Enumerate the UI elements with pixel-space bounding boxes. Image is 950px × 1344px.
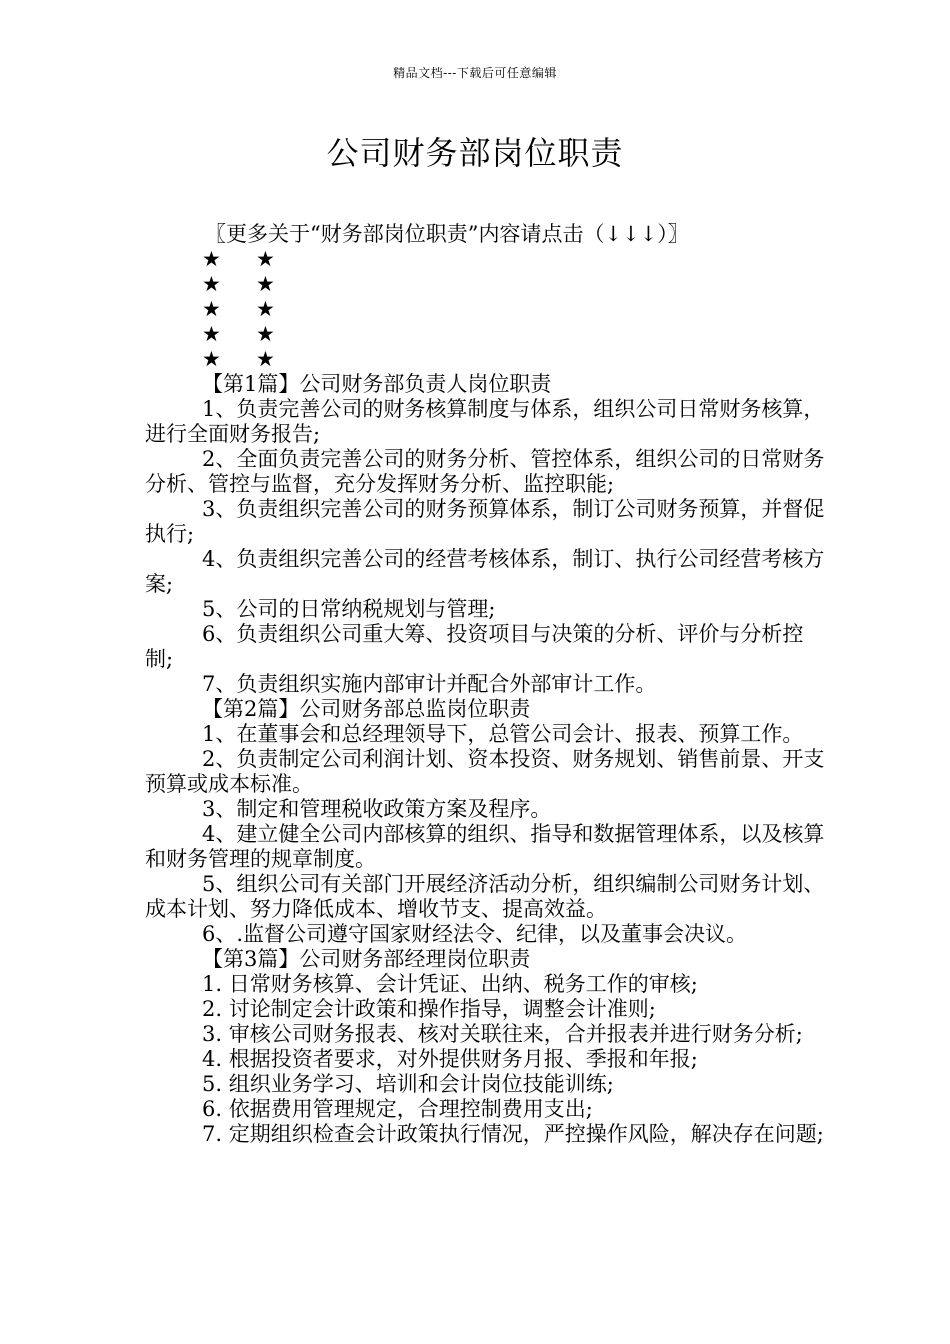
star-icon: ★ [256, 322, 275, 346]
list-item: 4、建立健全公司内部核算的组织、指导和数据管理体系，以及核算和财务管理的规章制度。 [145, 822, 825, 871]
section-3 [145, 947, 825, 1147]
star-icon: ★ [256, 247, 275, 271]
list-item: 6、.监督公司遵守国家财经法令、纪律，以及董事会决议。 [202, 922, 748, 946]
list-item: 6. 依据费用管理规定，合理控制费用支出; [202, 1097, 593, 1121]
star-icon: ★ [202, 247, 221, 271]
list-item: 2、负责制定公司利润计划、资本投资、财务规划、销售前景、开支预算或成本标准。 [145, 747, 825, 796]
star-icon: ★ [202, 347, 221, 371]
section-title: 【第1篇】公司财务部负责人岗位职责 [202, 372, 552, 396]
more-content-link[interactable]: 〖更多关于“财务部岗位职责”内容请点击（↓↓↓）〗 [205, 222, 689, 246]
list-item: 5、公司的日常纳税规划与管理; [202, 597, 496, 621]
list-item: 4. 根据投资者要求，对外提供财务月报、季报和年报; [202, 1047, 698, 1071]
star-row [202, 247, 825, 272]
star-row [202, 297, 825, 322]
list-item: 5、组织公司有关部门开展经济活动分析，组织编制公司财务计划、成本计划、努力降低成本、增收节支、提高效益。 [145, 872, 825, 921]
list-item: 3. 审核公司财务报表、核对关联往来，合并报表并进行财务分析; [202, 1022, 803, 1046]
list-item: 1、在董事会和总经理领导下，总管公司会计、报表、预算工作。 [202, 722, 804, 746]
list-item: 2、全面负责完善公司的财务分析、管控体系，组织公司的日常财务分析、管控与监督，充分发挥财务分析、监控职能; [145, 447, 825, 496]
list-item: 7、负责组织实施内部审计并配合外部审计工作。 [202, 672, 657, 696]
list-item: 1. 日常财务核算、会计凭证、出纳、税务工作的审核; [202, 972, 698, 996]
star-icon: ★ [202, 322, 221, 346]
star-icon: ★ [256, 347, 275, 371]
document-title: 公司财务部岗位职责 [326, 134, 624, 172]
section-1 [145, 372, 825, 697]
list-item: 3、制定和管理税收政策方案及程序。 [202, 797, 552, 821]
star-row [202, 322, 825, 347]
page-header: 精品文档---下载后可任意编辑 [393, 66, 557, 80]
star-icon: ★ [202, 297, 221, 321]
section-2 [145, 697, 825, 947]
star-row [202, 347, 825, 372]
star-row [202, 272, 825, 297]
list-item: 7. 定期组织检查会计政策执行情况，严控操作风险，解决存在问题; [202, 1122, 824, 1146]
star-decoration [145, 247, 825, 372]
document-body [145, 222, 825, 1147]
list-item: 5. 组织业务学习、培训和会计岗位技能训练; [202, 1072, 614, 1096]
star-icon: ★ [256, 272, 275, 296]
list-item: 6、负责组织公司重大筹、投资项目与决策的分析、评价与分析控制; [145, 622, 804, 671]
list-item: 1、负责完善公司的财务核算制度与体系，组织公司日常财务核算，进行全面财务报告; [145, 397, 825, 446]
section-title: 【第3篇】公司财务部经理岗位职责 [202, 947, 531, 971]
list-item: 4、负责组织完善公司的经营考核体系，制订、执行公司经营考核方案; [145, 547, 825, 596]
list-item: 2. 讨论制定会计政策和操作指导，调整会计准则; [202, 997, 656, 1021]
star-icon: ★ [256, 297, 275, 321]
star-icon: ★ [202, 272, 221, 296]
section-title: 【第2篇】公司财务部总监岗位职责 [202, 697, 531, 721]
list-item: 3、负责组织完善公司的财务预算体系，制订公司财务预算，并督促执行; [145, 497, 825, 546]
